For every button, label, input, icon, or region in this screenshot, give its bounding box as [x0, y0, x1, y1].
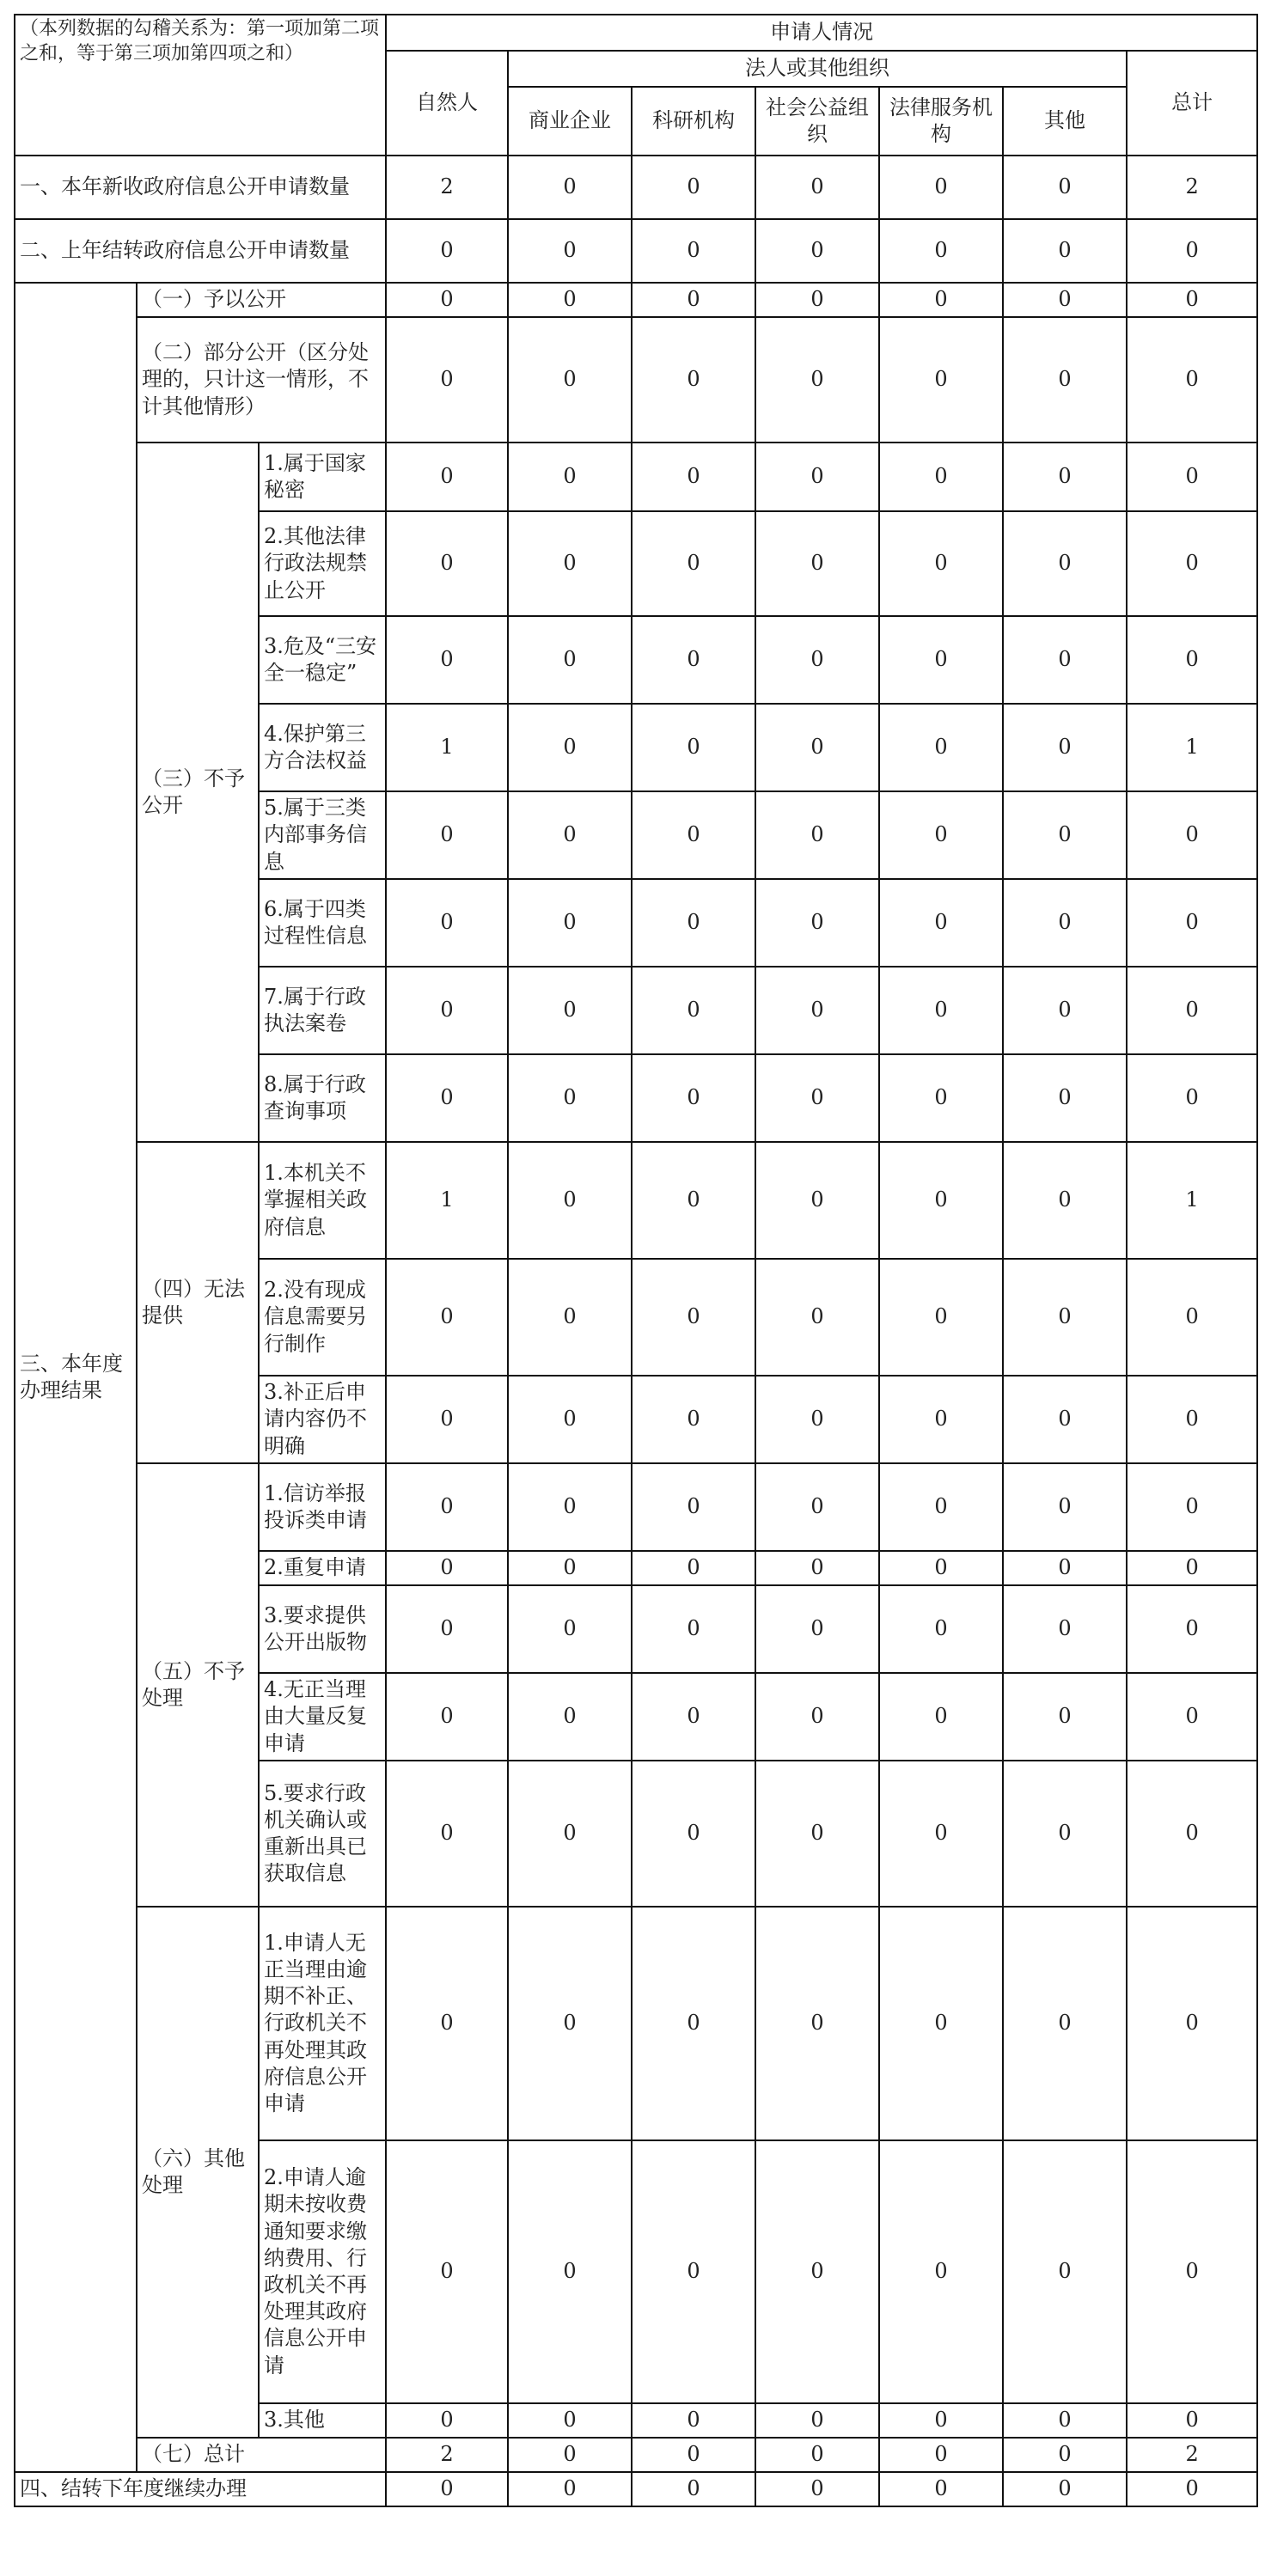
org-type-header: 社会公益组织 [755, 87, 879, 156]
item-label: 2.没有现成信息需要另行制作 [259, 1259, 386, 1376]
row-label: 四、结转下年度继续办理 [15, 2472, 386, 2506]
org-count: 0 [1003, 1551, 1127, 1585]
total-count: 0 [1127, 2140, 1257, 2403]
group-label: （四）无法提供 [137, 1142, 259, 1463]
org-count: 0 [508, 1376, 632, 1463]
org-count: 0 [632, 1054, 755, 1142]
natural-person-count: 0 [386, 1463, 508, 1551]
org-count: 0 [879, 2438, 1003, 2472]
org-count: 0 [632, 2472, 755, 2506]
org-count: 0 [879, 1585, 1003, 1673]
table-row [15, 156, 1257, 219]
document-page [14, 14, 1258, 2507]
org-count: 0 [879, 1259, 1003, 1376]
org-count: 0 [508, 791, 632, 879]
org-count: 0 [1003, 156, 1127, 219]
org-count: 0 [1003, 879, 1127, 967]
org-count: 0 [632, 1376, 755, 1463]
natural-person-count: 1 [386, 1142, 508, 1259]
org-count: 0 [508, 1585, 632, 1673]
org-count: 0 [1003, 283, 1127, 317]
org-count: 0 [755, 156, 879, 219]
org-count: 0 [755, 791, 879, 879]
total-count: 0 [1127, 1054, 1257, 1142]
org-count: 0 [879, 1376, 1003, 1463]
total-count: 0 [1127, 791, 1257, 879]
total-count: 0 [1127, 1673, 1257, 1761]
org-count: 0 [632, 443, 755, 511]
org-count: 0 [755, 2403, 879, 2438]
org-count: 0 [632, 1142, 755, 1259]
item-label: 4.保护第三方合法权益 [259, 704, 386, 791]
org-count: 0 [508, 1142, 632, 1259]
table-row [15, 1907, 1257, 2140]
item-label: 6.属于四类过程性信息 [259, 879, 386, 967]
total-count: 1 [1127, 704, 1257, 791]
natural-person-count: 0 [386, 2140, 508, 2403]
org-count: 0 [755, 443, 879, 511]
total-count: 0 [1127, 616, 1257, 704]
total-count: 2 [1127, 2438, 1257, 2472]
org-count: 0 [1003, 219, 1127, 283]
org-count: 0 [879, 1142, 1003, 1259]
natural-person-count: 0 [386, 1673, 508, 1761]
total-count: 0 [1127, 879, 1257, 967]
org-count: 0 [632, 1551, 755, 1585]
org-count: 0 [508, 967, 632, 1054]
natural-person-count: 1 [386, 704, 508, 791]
org-count: 0 [632, 1907, 755, 2140]
total-count: 2 [1127, 156, 1257, 219]
natural-person-count: 0 [386, 1585, 508, 1673]
natural-person-count: 0 [386, 879, 508, 967]
org-count: 0 [1003, 791, 1127, 879]
natural-person-count: 0 [386, 511, 508, 616]
org-count: 0 [1003, 1761, 1127, 1907]
org-type-header: 商业企业 [508, 87, 632, 156]
org-count: 0 [755, 1463, 879, 1551]
org-count: 0 [755, 1673, 879, 1761]
org-count: 0 [632, 156, 755, 219]
org-count: 0 [879, 1054, 1003, 1142]
org-count: 0 [879, 1907, 1003, 2140]
org-count: 0 [508, 1907, 632, 2140]
org-count: 0 [632, 2140, 755, 2403]
org-count: 0 [879, 156, 1003, 219]
natural-person-count: 2 [386, 156, 508, 219]
item-label: 2.重复申请 [259, 1551, 386, 1585]
org-count: 0 [632, 967, 755, 1054]
total-header: 总计 [1127, 51, 1257, 156]
natural-person-count: 0 [386, 443, 508, 511]
item-label: 3.补正后申请内容仍不明确 [259, 1376, 386, 1463]
total-count: 0 [1127, 1761, 1257, 1907]
org-count: 0 [632, 1585, 755, 1673]
item-label: 1.本机关不掌握相关政府信息 [259, 1142, 386, 1259]
org-count: 0 [1003, 2140, 1127, 2403]
org-count: 0 [1003, 2438, 1127, 2472]
group-label: （六）其他处理 [137, 1907, 259, 2438]
natural-person-count: 0 [386, 616, 508, 704]
org-count: 0 [755, 1551, 879, 1585]
org-count: 0 [508, 443, 632, 511]
org-count: 0 [879, 791, 1003, 879]
natural-person-count: 0 [386, 283, 508, 317]
org-count: 0 [1003, 1907, 1127, 2140]
org-count: 0 [755, 317, 879, 443]
org-count: 0 [755, 283, 879, 317]
natural-person-count: 0 [386, 219, 508, 283]
org-count: 0 [755, 1907, 879, 2140]
org-count: 0 [632, 791, 755, 879]
org-count: 0 [879, 2403, 1003, 2438]
item-label: 1.申请人无正当理由逾期不补正、行政机关不再处理其政府信息公开申请 [259, 1907, 386, 2140]
table-row [15, 2472, 1257, 2506]
group-label: （七）总计 [137, 2438, 386, 2472]
total-count: 0 [1127, 283, 1257, 317]
org-count: 0 [508, 704, 632, 791]
org-count: 0 [879, 2472, 1003, 2506]
org-count: 0 [508, 1463, 632, 1551]
total-count: 0 [1127, 1907, 1257, 2140]
natural-person-count: 0 [386, 1551, 508, 1585]
org-count: 0 [755, 616, 879, 704]
table-row [15, 317, 1257, 443]
total-count: 0 [1127, 219, 1257, 283]
org-count: 0 [632, 2403, 755, 2438]
org-count: 0 [508, 511, 632, 616]
org-count: 0 [879, 1761, 1003, 1907]
org-count: 0 [755, 704, 879, 791]
org-count: 0 [1003, 1054, 1127, 1142]
org-count: 0 [508, 879, 632, 967]
natural-person-count: 2 [386, 2438, 508, 2472]
natural-person-count: 0 [386, 1054, 508, 1142]
org-count: 0 [508, 1761, 632, 1907]
natural-person-count: 0 [386, 2403, 508, 2438]
item-label: 1.属于国家秘密 [259, 443, 386, 511]
org-count: 0 [1003, 443, 1127, 511]
org-count: 0 [1003, 704, 1127, 791]
item-label: 3.危及“三安全一稳定” [259, 616, 386, 704]
item-label: 7.属于行政执法案卷 [259, 967, 386, 1054]
total-count: 0 [1127, 967, 1257, 1054]
item-label: 1.信访举报投诉类申请 [259, 1463, 386, 1551]
item-label: 8.属于行政查询事项 [259, 1054, 386, 1142]
table-body [15, 15, 1257, 2506]
org-count: 0 [632, 1463, 755, 1551]
org-count: 0 [508, 1259, 632, 1376]
org-count: 0 [1003, 2403, 1127, 2438]
org-type-header: 其他 [1003, 87, 1127, 156]
item-label: 3.其他 [259, 2403, 386, 2438]
org-count: 0 [632, 511, 755, 616]
item-label: 2.其他法律行政法规禁止公开 [259, 511, 386, 616]
org-count: 0 [632, 704, 755, 791]
table-row [15, 219, 1257, 283]
org-count: 0 [879, 1673, 1003, 1761]
org-count: 0 [755, 879, 879, 967]
header-row-1 [15, 15, 1257, 51]
total-count: 1 [1127, 1142, 1257, 1259]
total-count: 0 [1127, 1585, 1257, 1673]
org-count: 0 [632, 1673, 755, 1761]
natural-person-count: 0 [386, 967, 508, 1054]
org-count: 0 [508, 2403, 632, 2438]
org-count: 0 [879, 283, 1003, 317]
org-count: 0 [879, 879, 1003, 967]
org-type-header: 法律服务机构 [879, 87, 1003, 156]
total-count: 0 [1127, 443, 1257, 511]
legal-org-header: 法人或其他组织 [508, 51, 1127, 87]
org-count: 0 [1003, 2472, 1127, 2506]
org-count: 0 [508, 1673, 632, 1761]
org-count: 0 [879, 1463, 1003, 1551]
org-count: 0 [1003, 1259, 1127, 1376]
natural-person-header: 自然人 [386, 51, 508, 156]
org-count: 0 [879, 317, 1003, 443]
total-count: 0 [1127, 2472, 1257, 2506]
org-count: 0 [755, 1761, 879, 1907]
org-count: 0 [508, 219, 632, 283]
natural-person-count: 0 [386, 317, 508, 443]
org-count: 0 [632, 616, 755, 704]
org-count: 0 [508, 1551, 632, 1585]
org-count: 0 [632, 283, 755, 317]
org-count: 0 [1003, 1376, 1127, 1463]
natural-person-count: 0 [386, 791, 508, 879]
org-count: 0 [755, 1376, 879, 1463]
org-count: 0 [1003, 1142, 1127, 1259]
org-count: 0 [508, 1054, 632, 1142]
org-type-header: 科研机构 [632, 87, 755, 156]
org-count: 0 [755, 2140, 879, 2403]
section-label: 三、本年度办理结果 [15, 283, 137, 2472]
org-count: 0 [1003, 1673, 1127, 1761]
total-count: 0 [1127, 1551, 1257, 1585]
group-label: （三）不予公开 [137, 443, 259, 1142]
org-count: 0 [879, 1551, 1003, 1585]
row-label: 二、上年结转政府信息公开申请数量 [15, 219, 386, 283]
org-count: 0 [632, 2438, 755, 2472]
org-count: 0 [1003, 317, 1127, 443]
org-count: 0 [879, 511, 1003, 616]
org-count: 0 [632, 219, 755, 283]
org-count: 0 [879, 967, 1003, 1054]
reconciliation-note: （本列数据的勾稽关系为：第一项加第二项之和，等于第三项加第四项之和） [15, 15, 386, 156]
natural-person-count: 0 [386, 1259, 508, 1376]
org-count: 0 [755, 2438, 879, 2472]
org-count: 0 [755, 1142, 879, 1259]
total-count: 0 [1127, 1463, 1257, 1551]
group-label: （二）部分公开（区分处理的，只计这一情形，不计其他情形） [137, 317, 386, 443]
table-row [15, 443, 1257, 511]
table-row [15, 283, 1257, 317]
item-label: 3.要求提供公开出版物 [259, 1585, 386, 1673]
org-count: 0 [755, 1585, 879, 1673]
natural-person-count: 0 [386, 1761, 508, 1907]
org-count: 0 [508, 2438, 632, 2472]
total-count: 0 [1127, 1376, 1257, 1463]
statistics-table [14, 14, 1258, 2507]
org-count: 0 [755, 2472, 879, 2506]
row-label: 一、本年新收政府信息公开申请数量 [15, 156, 386, 219]
natural-person-count: 0 [386, 2472, 508, 2506]
org-count: 0 [508, 283, 632, 317]
org-count: 0 [755, 511, 879, 616]
table-row [15, 1463, 1257, 1551]
applicant-situation-header: 申请人情况 [386, 15, 1257, 51]
org-count: 0 [879, 704, 1003, 791]
org-count: 0 [1003, 1463, 1127, 1551]
org-count: 0 [755, 967, 879, 1054]
org-count: 0 [755, 219, 879, 283]
total-count: 0 [1127, 511, 1257, 616]
item-label: 5.要求行政机关确认或重新出具已获取信息 [259, 1761, 386, 1907]
org-count: 0 [632, 879, 755, 967]
org-count: 0 [879, 443, 1003, 511]
org-count: 0 [1003, 511, 1127, 616]
group-label: （一）予以公开 [137, 283, 386, 317]
org-count: 0 [508, 317, 632, 443]
org-count: 0 [508, 2472, 632, 2506]
table-row [15, 1142, 1257, 1259]
table-row [15, 2438, 1257, 2472]
org-count: 0 [508, 2140, 632, 2403]
org-count: 0 [755, 1054, 879, 1142]
natural-person-count: 0 [386, 1376, 508, 1463]
item-label: 5.属于三类内部事务信息 [259, 791, 386, 879]
total-count: 0 [1127, 2403, 1257, 2438]
org-count: 0 [879, 219, 1003, 283]
org-count: 0 [879, 2140, 1003, 2403]
item-label: 2.申请人逾期未按收费通知要求缴纳费用、行政机关不再处理其政府信息公开申请 [259, 2140, 386, 2403]
org-count: 0 [508, 616, 632, 704]
org-count: 0 [632, 1761, 755, 1907]
natural-person-count: 0 [386, 1907, 508, 2140]
total-count: 0 [1127, 317, 1257, 443]
org-count: 0 [1003, 1585, 1127, 1673]
org-count: 0 [879, 616, 1003, 704]
org-count: 0 [755, 1259, 879, 1376]
org-count: 0 [508, 156, 632, 219]
org-count: 0 [632, 317, 755, 443]
group-label: （五）不予处理 [137, 1463, 259, 1907]
item-label: 4.无正当理由大量反复申请 [259, 1673, 386, 1761]
org-count: 0 [632, 1259, 755, 1376]
total-count: 0 [1127, 1259, 1257, 1376]
org-count: 0 [1003, 967, 1127, 1054]
org-count: 0 [1003, 616, 1127, 704]
